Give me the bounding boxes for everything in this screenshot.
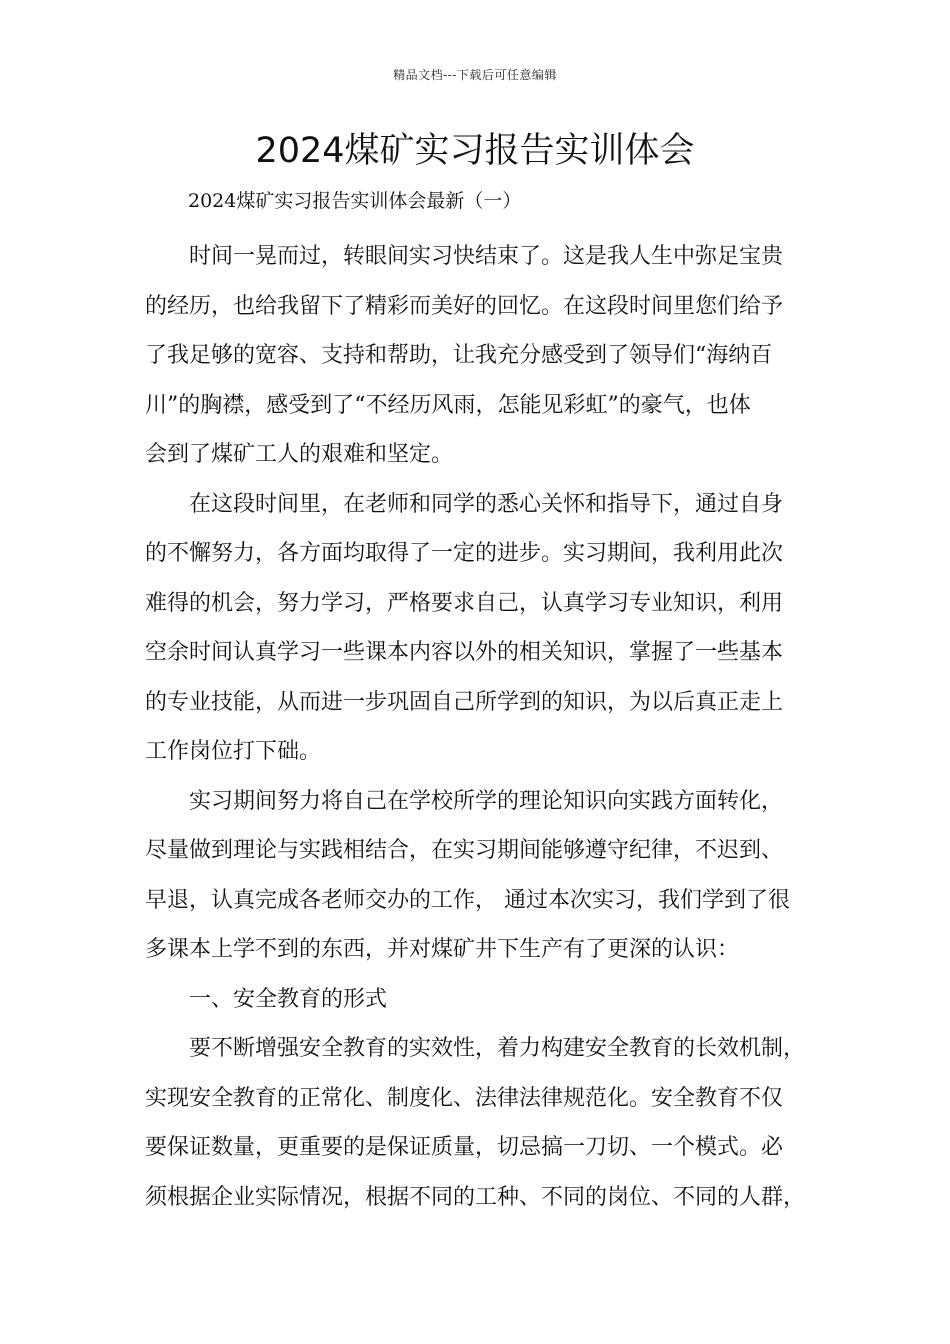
body-line: 要保证数量，更重要的是保证质量，切忌搞一刀切、一个模式。必: [145, 1135, 784, 1160]
document-title: 2024煤矿实习报告实训体会: [255, 131, 695, 171]
body-line: 空余时间认真学习一些课本内容以外的相关知识，掌握了一些基本: [145, 640, 784, 665]
body-line: 一、安全教育的形式: [189, 986, 388, 1012]
body-line: 了我足够的宽容、支持和帮助，让我充分感受到了领导们“海纳百: [145, 343, 773, 368]
body-text: [145, 232, 835, 1222]
body-line: 时间一晃而过，转眼间实习快结束了。这是我人生中弥足宝贵: [189, 244, 784, 269]
body-line: 多课本上学不到的东西，并对煤矿井下生产有了更深的认识：: [145, 937, 740, 962]
body-line: 会到了煤矿工人的艰难和坚定。: [145, 442, 454, 467]
body-line: 川”的胸襟，感受到了“不经历风雨，怎能见彩虹”的豪气，也体: [145, 392, 751, 418]
body-line: 的专业技能，从而进一步巩固自己所学到的知识，为以后真正走上: [145, 689, 784, 715]
body-line: 尽量做到理论与实践相结合，在实习期间能够遵守纪律，不迟到、: [145, 838, 784, 863]
body-line: 实习期间努力将自己在学校所学的理论知识向实践方面转化，: [189, 788, 784, 814]
header-note: 精品文档---下载后可任意编辑: [393, 68, 557, 82]
body-line: 的经历，也给我留下了精彩而美好的回忆。在这段时间里您们给予: [145, 293, 784, 319]
body-line: 要不断增强安全教育的实效性，着力构建安全教育的长效机制，: [189, 1036, 806, 1061]
body-line: 的不懈努力，各方面均取得了一定的进步。实习期间，我利用此次: [145, 541, 784, 566]
body-line: 工作岗位打下础。: [145, 739, 322, 764]
body-line: 难得的机会，努力学习，严格要求自己，认真学习专业知识，利用: [145, 590, 784, 616]
section-subtitle: 2024煤矿实习报告实训体会最新（一）: [188, 190, 522, 212]
body-line: 须根据企业实际情况，根据不同的工种、不同的岗位、不同的人群，: [145, 1184, 806, 1210]
body-line: 实现安全教育的正常化、制度化、法律法律规范化。安全教育不仅: [145, 1085, 784, 1111]
body-line: 早退，认真完成各老师交办的工作， 通过本次实习，我们学到了很: [145, 887, 790, 913]
body-line: 在这段时间里，在老师和同学的悉心关怀和指导下，通过自身: [189, 491, 784, 517]
